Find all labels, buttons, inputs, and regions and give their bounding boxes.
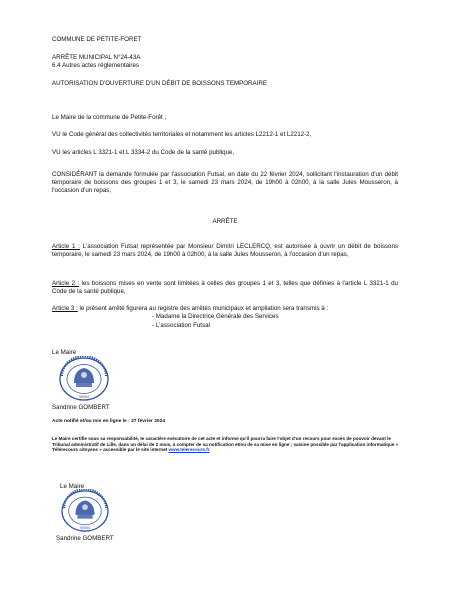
signature-2-name: Sandrine GOMBERT <box>56 535 114 542</box>
article-3-text: le présent arrêté figurera au registre des arrêtés municipaux et ampliation sera transmis à : <box>79 305 329 312</box>
maire-intro: Le Maire de la commune de Petite-Forêt ; <box>52 114 167 121</box>
document-subject: AUTORISATION D'OUVERTURE D'UN DÉBIT DE BOISSONS TEMPORAIRE <box>52 80 267 87</box>
seal-code-text: 59494 <box>79 395 89 399</box>
considerant: CONSIDÉRANT la demande formulée par l'association Futsal, en date du 22 février 2024, sollicitant l'instauration d'un débit temporaire de boissons des groupes 1 et 3, le samedi 23 mars 2024, de 19h00 à 02h00, à la salle Jules Mousseron, à l'occasion d'un repas, <box>52 171 398 195</box>
article-3 <box>52 305 328 313</box>
mairie-seal-stamp <box>58 356 110 402</box>
recipient-futsal: - L'association Futsal <box>152 322 210 329</box>
article-2 <box>52 280 398 296</box>
article-1 <box>52 243 398 259</box>
seal-code-text-2: 59494 <box>80 526 90 531</box>
article-1-label: Article 1 : <box>52 243 80 250</box>
signature-1-name: Sandrine GOMBERT <box>52 404 110 411</box>
signature-2-role: Le Maire <box>60 483 85 490</box>
telerecours-link[interactable]: www.telerecours.fr <box>168 447 210 453</box>
legal-notice <box>52 436 402 453</box>
act-category: 6.4 Autres actes réglementaires <box>52 62 140 69</box>
vu-cgct: VU le Code général des collectivités territoriales et notamment les articles L2212-1 et L2212-2, <box>52 131 312 138</box>
legal-notice-text: Le Maire certifie sous sa responsabilité, le caractère exécutoire de cet acte et informe qu'il pourra faire l'objet d'un recours pour excès de pouvoir devant le Tribunal administratif de Lille, dans un délai de 2 mois, à compter de sa notification et/ou de sa mise en ligne ; saisine possible par l'application informatique « Télérecours citoyens » accessible par le site internet <box>52 436 399 453</box>
arrete-number: ARRÊTE MUNICIPAL N°24-43A <box>52 54 141 61</box>
article-2-text: les boissons mises en vente sont limitées à celles des groupes 1 et 3, telles que définies à l'article L 3321-1 du Code de la santé publique, <box>52 280 398 296</box>
mairie-seal-stamp-2 <box>60 489 110 533</box>
arrete-heading: ARRÊTE <box>212 218 238 225</box>
article-2-label: Article 2 : <box>52 280 80 287</box>
article-1-text: L'association Futsal représentée par Monsieur Dimitri LECLERCQ, est autorisée à ouvrir un débit de boissons temporaire, le samedi 23 mars 2024, de 19h00 à 02h00, à la salle Jules Mousseron, à l'occasion d'un repas, <box>52 243 398 259</box>
notification-date: Acte notifié et/ou mis en ligne le : 27 février 2024 <box>52 419 166 424</box>
signature-1-role: Le Maire <box>52 349 77 356</box>
commune-name: COMMUNE DE PETITE-FORET <box>52 36 142 43</box>
article-3-label: Article 3 : <box>52 305 78 312</box>
vu-sante-publique: VU les articles L 3321-1 et L 3334-2 du Code de la santé publique, <box>52 149 235 156</box>
recipient-dgs: - Madame la Directrice Générale des Services <box>152 313 279 320</box>
